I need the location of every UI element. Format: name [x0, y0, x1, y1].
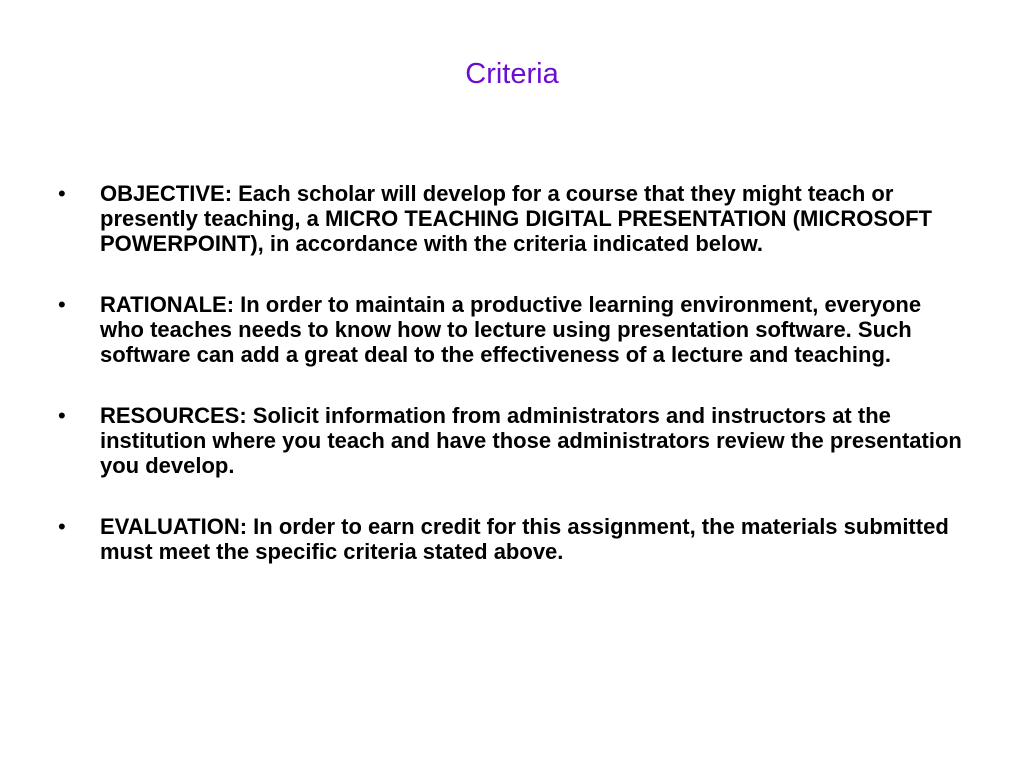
bullet-item-rationale: [58, 292, 968, 367]
bullet-text: OBJECTIVE: Each scholar will develop for a course that they might teach or presently teaching, a MICRO TEACHING DIGITAL PRESENTATION (MICROSOFT POWERPOINT), in accordance with the criteria indicated below.: [100, 181, 932, 256]
bullet-text: RATIONALE: In order to maintain a productive learning environment, everyone who teaches needs to know how to lecture using presentation software. Such software can add a great deal to the effectiveness of a lecture and teaching.: [100, 292, 922, 367]
bullet-text: RESOURCES: Solicit information from administrators and instructors at the institution where you teach and have those administrators review the presentation you develop.: [100, 403, 962, 478]
slide-title: Criteria: [465, 58, 559, 90]
bullet-list: [58, 181, 968, 600]
bullet-icon: •: [58, 181, 66, 206]
bullet-item-evaluation: [58, 514, 968, 564]
bullet-icon: •: [58, 403, 66, 428]
bullet-item-resources: [58, 403, 968, 478]
bullet-text: EVALUATION: In order to earn credit for this assignment, the materials submitted must meet the specific criteria stated above.: [100, 514, 949, 564]
bullet-icon: •: [58, 292, 66, 317]
bullet-item-objective: [58, 181, 968, 256]
bullet-icon: •: [58, 514, 66, 539]
